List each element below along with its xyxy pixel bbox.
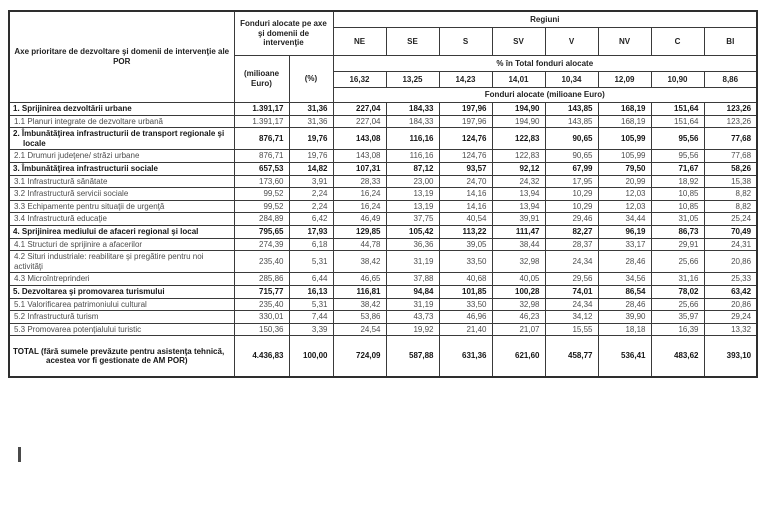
row-label: 4. Sprijinirea mediului de afaceri regional şi local xyxy=(9,225,234,238)
row-pct-value: 6,42 xyxy=(289,213,333,226)
region-name-cell: SV xyxy=(492,28,545,56)
row-region-value: 13,94 xyxy=(492,200,545,213)
header-meuro: (milioane Euro) xyxy=(234,56,289,103)
row-region-value: 31,19 xyxy=(386,298,439,311)
row-region-value: 15,38 xyxy=(704,175,757,188)
row-region-value: 74,01 xyxy=(545,285,598,298)
row-region-value: 40,68 xyxy=(439,273,492,286)
row-region-value: 129,85 xyxy=(333,225,386,238)
table-row xyxy=(9,103,757,116)
row-meuro-value: 876,71 xyxy=(234,128,289,150)
row-region-value: 23,00 xyxy=(386,175,439,188)
region-pct-cell: 10,90 xyxy=(651,72,704,88)
region-name-cell: C xyxy=(651,28,704,56)
row-region-value: 28,33 xyxy=(333,175,386,188)
row-region-value: 92,12 xyxy=(492,162,545,175)
row-region-value: 536,41 xyxy=(598,336,651,378)
row-region-value: 621,60 xyxy=(492,336,545,378)
table-row xyxy=(9,298,757,311)
row-region-value: 10,29 xyxy=(545,200,598,213)
row-region-value: 40,54 xyxy=(439,213,492,226)
row-label: TOTAL (fără sumele prevăzute pentru asistenţa tehnică, acestea vor fi gestionate de AM POR) xyxy=(9,336,234,378)
row-label: 3. Îmbunătăţirea infrastructurii sociale xyxy=(9,162,234,175)
row-region-value: 24,70 xyxy=(439,175,492,188)
table-row xyxy=(9,115,757,128)
table-row xyxy=(9,128,757,150)
row-meuro-value: 274,39 xyxy=(234,238,289,251)
row-region-value: 16,24 xyxy=(333,188,386,201)
row-region-value: 46,65 xyxy=(333,273,386,286)
region-name-cell: SE xyxy=(386,28,439,56)
row-region-value: 86,73 xyxy=(651,225,704,238)
row-region-value: 194,90 xyxy=(492,103,545,116)
row-pct-value: 5,31 xyxy=(289,298,333,311)
row-region-value: 124,76 xyxy=(439,150,492,163)
row-label: 3.1 Infrastructură sănătate xyxy=(9,175,234,188)
row-region-value: 101,85 xyxy=(439,285,492,298)
row-region-value: 31,19 xyxy=(386,251,439,273)
row-region-value: 20,99 xyxy=(598,175,651,188)
row-region-value: 24,54 xyxy=(333,323,386,336)
region-name-cell: V xyxy=(545,28,598,56)
row-region-value: 39,91 xyxy=(492,213,545,226)
row-meuro-value: 1.391,17 xyxy=(234,103,289,116)
row-region-value: 28,37 xyxy=(545,238,598,251)
row-region-value: 116,81 xyxy=(333,285,386,298)
table-row xyxy=(9,251,757,273)
row-region-value: 116,16 xyxy=(386,128,439,150)
row-pct-value: 16,13 xyxy=(289,285,333,298)
row-region-value: 13,19 xyxy=(386,188,439,201)
header-pct-total-label: % în Total fonduri alocate xyxy=(333,56,757,72)
row-region-value: 38,44 xyxy=(492,238,545,251)
row-region-value: 19,92 xyxy=(386,323,439,336)
row-region-value: 168,19 xyxy=(598,103,651,116)
row-region-value: 8,82 xyxy=(704,200,757,213)
row-region-value: 38,42 xyxy=(333,251,386,273)
header-regions-label: Regiuni xyxy=(333,11,757,28)
por-allocation-table xyxy=(8,10,758,378)
row-region-value: 10,29 xyxy=(545,188,598,201)
row-region-value: 67,99 xyxy=(545,162,598,175)
row-region-value: 63,42 xyxy=(704,285,757,298)
row-pct-value: 6,44 xyxy=(289,273,333,286)
row-region-value: 184,33 xyxy=(386,103,439,116)
row-label: 2.1 Drumuri judeţene/ străzi urbane xyxy=(9,150,234,163)
row-meuro-value: 4.436,83 xyxy=(234,336,289,378)
row-region-value: 18,92 xyxy=(651,175,704,188)
row-region-value: 143,08 xyxy=(333,128,386,150)
row-region-value: 96,19 xyxy=(598,225,651,238)
row-pct-value: 2,24 xyxy=(289,200,333,213)
row-label: 3.2 Infrastructură servicii sociale xyxy=(9,188,234,201)
row-region-value: 29,46 xyxy=(545,213,598,226)
row-region-value: 28,46 xyxy=(598,251,651,273)
region-name-cell: NV xyxy=(598,28,651,56)
region-pct-cell: 10,34 xyxy=(545,72,598,88)
row-label: 5.1 Valorificarea patrimoniului cultural xyxy=(9,298,234,311)
row-region-value: 18,18 xyxy=(598,323,651,336)
row-label: 4.1 Structuri de sprijinire a afacerilor xyxy=(9,238,234,251)
row-region-value: 8,82 xyxy=(704,188,757,201)
row-region-value: 116,16 xyxy=(386,150,439,163)
row-region-value: 16,24 xyxy=(333,200,386,213)
table-row xyxy=(9,238,757,251)
row-region-value: 33,17 xyxy=(598,238,651,251)
row-region-value: 483,62 xyxy=(651,336,704,378)
row-region-value: 35,97 xyxy=(651,311,704,324)
row-region-value: 32,98 xyxy=(492,251,545,273)
row-region-value: 123,26 xyxy=(704,115,757,128)
row-label: 4.2 Situri industriale: reabilitare şi pregătire pentru noi activităţi xyxy=(9,251,234,273)
row-region-value: 34,56 xyxy=(598,273,651,286)
row-region-value: 94,84 xyxy=(386,285,439,298)
row-region-value: 95,56 xyxy=(651,150,704,163)
row-region-value: 29,24 xyxy=(704,311,757,324)
row-region-value: 29,91 xyxy=(651,238,704,251)
table-row xyxy=(9,213,757,226)
row-region-value: 168,19 xyxy=(598,115,651,128)
row-region-value: 58,26 xyxy=(704,162,757,175)
row-label: 5.3 Promovarea potenţialului turistic xyxy=(9,323,234,336)
row-region-value: 31,16 xyxy=(651,273,704,286)
row-region-value: 77,68 xyxy=(704,150,757,163)
row-region-value: 724,09 xyxy=(333,336,386,378)
row-pct-value: 5,31 xyxy=(289,251,333,273)
row-label: 5.2 Infrastructură turism xyxy=(9,311,234,324)
row-region-value: 29,56 xyxy=(545,273,598,286)
row-region-value: 100,28 xyxy=(492,285,545,298)
row-region-value: 79,50 xyxy=(598,162,651,175)
row-region-value: 39,90 xyxy=(598,311,651,324)
row-region-value: 25,33 xyxy=(704,273,757,286)
table-row xyxy=(9,188,757,201)
table-row xyxy=(9,200,757,213)
row-region-value: 25,66 xyxy=(651,251,704,273)
row-region-value: 105,99 xyxy=(598,150,651,163)
row-label: 1.1 Planuri integrate de dezvoltare urbană xyxy=(9,115,234,128)
header-funds-label: Fonduri alocate (milioane Euro) xyxy=(333,88,757,103)
table-row xyxy=(9,225,757,238)
row-region-value: 77,68 xyxy=(704,128,757,150)
region-name-cell: NE xyxy=(333,28,386,56)
table-row xyxy=(9,311,757,324)
row-region-value: 197,96 xyxy=(439,115,492,128)
row-region-value: 197,96 xyxy=(439,103,492,116)
row-region-value: 46,23 xyxy=(492,311,545,324)
row-region-value: 393,10 xyxy=(704,336,757,378)
row-region-value: 10,85 xyxy=(651,200,704,213)
row-label: 4.3 Microîntreprinderi xyxy=(9,273,234,286)
row-region-value: 44,78 xyxy=(333,238,386,251)
row-region-value: 34,44 xyxy=(598,213,651,226)
row-meuro-value: 99,52 xyxy=(234,200,289,213)
row-region-value: 46,49 xyxy=(333,213,386,226)
row-meuro-value: 876,71 xyxy=(234,150,289,163)
row-region-value: 111,47 xyxy=(492,225,545,238)
row-region-value: 227,04 xyxy=(333,115,386,128)
row-pct-value: 7,44 xyxy=(289,311,333,324)
row-meuro-value: 715,77 xyxy=(234,285,289,298)
row-region-value: 82,27 xyxy=(545,225,598,238)
region-pct-cell: 14,01 xyxy=(492,72,545,88)
row-pct-value: 17,93 xyxy=(289,225,333,238)
row-region-value: 10,85 xyxy=(651,188,704,201)
row-region-value: 113,22 xyxy=(439,225,492,238)
row-region-value: 12,03 xyxy=(598,188,651,201)
row-region-value: 14,16 xyxy=(439,200,492,213)
row-region-value: 21,07 xyxy=(492,323,545,336)
row-pct-value: 19,76 xyxy=(289,150,333,163)
region-name-cell: BI xyxy=(704,28,757,56)
row-region-value: 12,03 xyxy=(598,200,651,213)
row-meuro-value: 1.391,17 xyxy=(234,115,289,128)
row-region-value: 105,42 xyxy=(386,225,439,238)
table-body xyxy=(9,103,757,378)
row-region-value: 122,83 xyxy=(492,128,545,150)
region-pct-cell: 8,86 xyxy=(704,72,757,88)
row-region-value: 90,65 xyxy=(545,150,598,163)
row-region-value: 13,19 xyxy=(386,200,439,213)
region-pct-cell: 12,09 xyxy=(598,72,651,88)
row-meuro-value: 173,60 xyxy=(234,175,289,188)
row-region-value: 20,86 xyxy=(704,298,757,311)
row-meuro-value: 284,89 xyxy=(234,213,289,226)
row-region-value: 43,73 xyxy=(386,311,439,324)
row-meuro-value: 235,40 xyxy=(234,298,289,311)
region-pct-cell: 16,32 xyxy=(333,72,386,88)
row-pct-value: 31,36 xyxy=(289,115,333,128)
row-region-value: 24,32 xyxy=(492,175,545,188)
row-pct-value: 3,91 xyxy=(289,175,333,188)
row-meuro-value: 330,01 xyxy=(234,311,289,324)
header-pct: (%) xyxy=(289,56,333,103)
row-label: 2. Îmbunătăţirea infrastructurii de transport regionale şi locale xyxy=(9,128,234,150)
row-label: 3.3 Echipamente pentru situaţii de urgenţă xyxy=(9,200,234,213)
row-region-value: 143,85 xyxy=(545,115,598,128)
row-region-value: 39,05 xyxy=(439,238,492,251)
row-region-value: 25,66 xyxy=(651,298,704,311)
row-region-value: 95,56 xyxy=(651,128,704,150)
row-region-value: 151,64 xyxy=(651,115,704,128)
table-header xyxy=(9,11,757,103)
row-region-value: 123,26 xyxy=(704,103,757,116)
row-region-value: 70,49 xyxy=(704,225,757,238)
table-row xyxy=(9,162,757,175)
table-row xyxy=(9,175,757,188)
row-region-value: 86,54 xyxy=(598,285,651,298)
row-region-value: 24,34 xyxy=(545,251,598,273)
header-axis-column: Axe prioritare de dezvoltare şi domenii de intervenţie ale POR xyxy=(9,11,234,103)
row-region-value: 227,04 xyxy=(333,103,386,116)
row-region-value: 87,12 xyxy=(386,162,439,175)
row-region-value: 143,85 xyxy=(545,103,598,116)
row-region-value: 13,94 xyxy=(492,188,545,201)
row-region-value: 34,12 xyxy=(545,311,598,324)
table-row xyxy=(9,285,757,298)
row-meuro-value: 285,86 xyxy=(234,273,289,286)
row-meuro-value: 235,40 xyxy=(234,251,289,273)
row-pct-value: 6,18 xyxy=(289,238,333,251)
row-region-value: 587,88 xyxy=(386,336,439,378)
row-pct-value: 3,39 xyxy=(289,323,333,336)
row-label: 1. Sprijinirea dezvoltării urbane xyxy=(9,103,234,116)
region-name-cell: S xyxy=(439,28,492,56)
row-label: 5. Dezvoltarea şi promovarea turismului xyxy=(9,285,234,298)
row-region-value: 37,75 xyxy=(386,213,439,226)
row-region-value: 631,36 xyxy=(439,336,492,378)
row-region-value: 124,76 xyxy=(439,128,492,150)
row-region-value: 16,39 xyxy=(651,323,704,336)
row-region-value: 143,08 xyxy=(333,150,386,163)
row-region-value: 13,32 xyxy=(704,323,757,336)
row-region-value: 107,31 xyxy=(333,162,386,175)
row-region-value: 20,86 xyxy=(704,251,757,273)
row-meuro-value: 657,53 xyxy=(234,162,289,175)
row-region-value: 458,77 xyxy=(545,336,598,378)
row-region-value: 17,95 xyxy=(545,175,598,188)
region-pct-cell: 13,25 xyxy=(386,72,439,88)
row-region-value: 15,55 xyxy=(545,323,598,336)
row-region-value: 71,67 xyxy=(651,162,704,175)
row-pct-value: 14,82 xyxy=(289,162,333,175)
header-fund-column: Fonduri alocate pe axe şi domenii de intervenţie xyxy=(234,11,333,56)
table-row xyxy=(9,323,757,336)
table-row xyxy=(9,336,757,378)
row-label: 3.4 Infrastructură educaţie xyxy=(9,213,234,226)
row-region-value: 184,33 xyxy=(386,115,439,128)
row-region-value: 36,36 xyxy=(386,238,439,251)
table-row xyxy=(9,150,757,163)
row-region-value: 78,02 xyxy=(651,285,704,298)
row-pct-value: 19,76 xyxy=(289,128,333,150)
row-region-value: 53,86 xyxy=(333,311,386,324)
row-meuro-value: 99,52 xyxy=(234,188,289,201)
row-region-value: 33,50 xyxy=(439,298,492,311)
row-region-value: 194,90 xyxy=(492,115,545,128)
row-region-value: 46,96 xyxy=(439,311,492,324)
row-region-value: 40,05 xyxy=(492,273,545,286)
row-meuro-value: 795,65 xyxy=(234,225,289,238)
table-row xyxy=(9,273,757,286)
row-region-value: 21,40 xyxy=(439,323,492,336)
row-region-value: 14,16 xyxy=(439,188,492,201)
row-region-value: 24,34 xyxy=(545,298,598,311)
row-meuro-value: 150,36 xyxy=(234,323,289,336)
row-region-value: 90,65 xyxy=(545,128,598,150)
row-region-value: 105,99 xyxy=(598,128,651,150)
row-pct-value: 100,00 xyxy=(289,336,333,378)
row-region-value: 24,31 xyxy=(704,238,757,251)
row-region-value: 25,24 xyxy=(704,213,757,226)
row-pct-value: 31,36 xyxy=(289,103,333,116)
row-region-value: 32,98 xyxy=(492,298,545,311)
row-region-value: 93,57 xyxy=(439,162,492,175)
text-cursor-mark xyxy=(18,447,21,462)
row-pct-value: 2,24 xyxy=(289,188,333,201)
row-region-value: 33,50 xyxy=(439,251,492,273)
row-region-value: 122,83 xyxy=(492,150,545,163)
region-pct-cell: 14,23 xyxy=(439,72,492,88)
row-region-value: 37,88 xyxy=(386,273,439,286)
row-region-value: 151,64 xyxy=(651,103,704,116)
row-region-value: 31,05 xyxy=(651,213,704,226)
row-region-value: 28,46 xyxy=(598,298,651,311)
row-region-value: 38,42 xyxy=(333,298,386,311)
